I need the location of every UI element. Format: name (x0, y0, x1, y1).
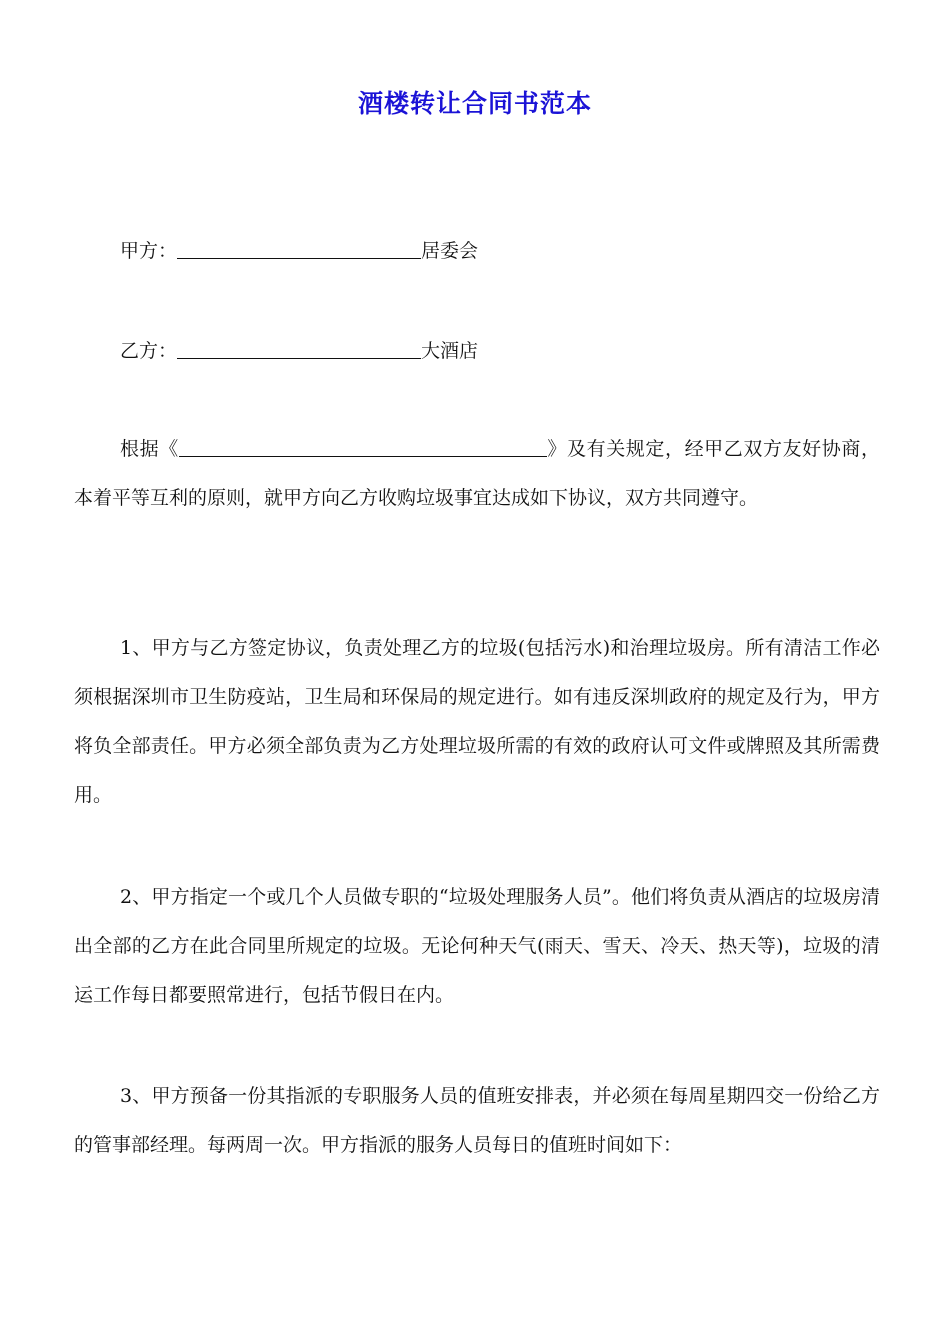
intro-paragraph (74, 425, 880, 523)
intro-suffix: 》及有关规定，经甲乙双方友好协商，本着平等互利的原则，就甲方向乙方收购垃圾事宜达成如下协议，双方共同遵守。 (74, 438, 880, 509)
party-b-blank (177, 338, 421, 359)
party-a-line (120, 236, 478, 266)
party-b-line (120, 336, 478, 366)
document-title: 酒楼转让合同书范本 (357, 89, 592, 118)
party-b-suffix: 大酒店 (421, 340, 479, 362)
party-a-blank (177, 238, 421, 259)
party-a-suffix: 居委会 (421, 240, 479, 262)
clause-2: 2、甲方指定一个或几个人员做专职的“垃圾处理服务人员”。他们将负责从酒店的垃圾房清出全部的乙方在此合同里所规定的垃圾。无论何种天气(雨天、雪天、冷天、热天等)，垃圾的清运工作每日都要照常进行，包括节假日在内。 (74, 886, 880, 1006)
party-a-label: 甲方： (120, 240, 178, 262)
party-b-label: 乙方： (120, 340, 178, 362)
intro-blank (179, 436, 547, 457)
intro-prefix: 根据《 (120, 438, 179, 460)
clause-3: 3、甲方预备一份其指派的专职服务人员的值班安排表，并必须在每周星期四交一份给乙方的管事部经理。每两周一次。甲方指派的服务人员每日的值班时间如下： (74, 1085, 880, 1156)
clause-1: 1、甲方与乙方签定协议，负责处理乙方的垃圾(包括污水)和治理垃圾房。所有清洁工作必须根据深圳市卫生防疫站，卫生局和环保局的规定进行。如有违反深圳政府的规定及行为，甲方将负全部责任。甲方必须全部负责为乙方处理垃圾所需的有效的政府认可文件或牌照及其所需费用。 (74, 637, 880, 806)
